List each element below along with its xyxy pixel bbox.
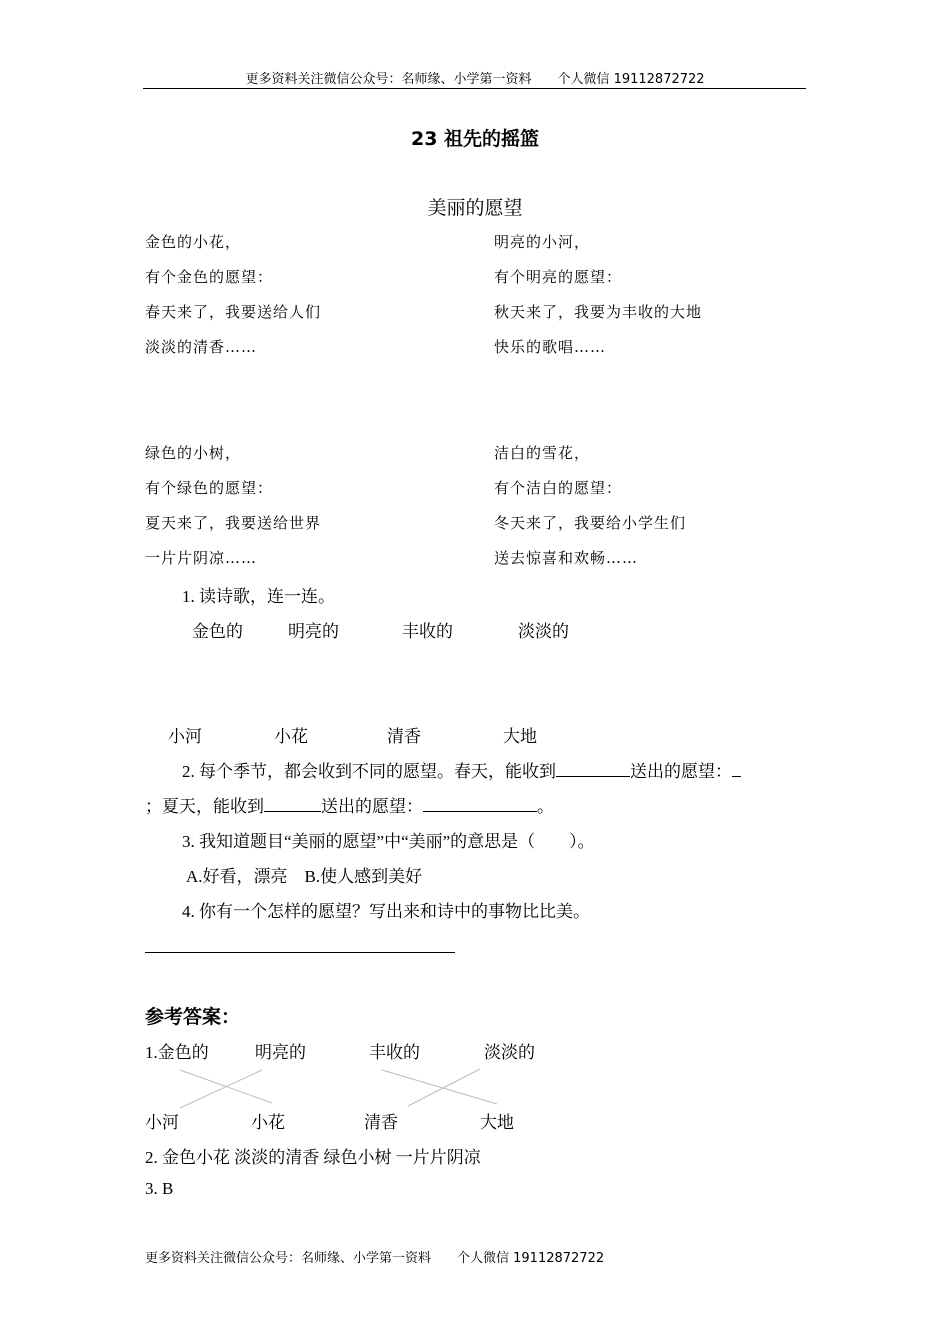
answer-top-item: 淡淡的 (484, 1043, 535, 1062)
answer-top-item: 1.金色的 (145, 1043, 209, 1062)
answer-2: 2. 金色小花 淡淡的清香 绿色小树 一片片阴凉 (145, 1148, 481, 1167)
match-bottom-item: 小河 (168, 727, 202, 746)
poem-title: 美丽的愿望 (427, 197, 523, 219)
poem-line: 有个洁白的愿望： (494, 479, 623, 497)
match-top-item: 丰收的 (402, 622, 453, 641)
answer-top-item: 丰收的 (369, 1043, 420, 1062)
poem-line: 快乐的歌唱…… (494, 338, 607, 356)
page-footer: 更多资料关注微信公众号：名师缘、小学第一资料 个人微信 19112872722 (145, 1251, 605, 1266)
match-top-item: 明亮的 (288, 622, 339, 641)
match-bottom-item: 小花 (274, 727, 308, 746)
poem-line: 有个明亮的愿望： (494, 268, 623, 286)
answer-bottom-item: 清香 (364, 1113, 398, 1132)
q2-text: ；夏天，能收到 (145, 797, 264, 816)
poem-line: 送去惊喜和欢畅…… (494, 549, 639, 567)
match-bottom-item: 大地 (503, 727, 537, 746)
page-header: 更多资料关注微信公众号：名师缘、小学第一资料 个人微信 19112872722 (245, 72, 705, 87)
answer-3: 3. B (145, 1179, 174, 1198)
poem-line: 冬天来了，我要给小学生们 (494, 514, 687, 532)
answers-title: 参考答案： (145, 1006, 241, 1028)
match-top-item: 金色的 (192, 622, 243, 641)
question-1-label: 1. 读诗歌，连一连。 (182, 587, 335, 606)
q2-text: 。 (537, 797, 554, 816)
match-line (382, 1070, 497, 1104)
q2-text: 2. 每个季节，都会收到不同的愿望。春天，能收到 (182, 762, 556, 781)
poem-line: 有个金色的愿望： (145, 268, 274, 286)
q2-text: 送出的愿望： (630, 762, 732, 781)
match-line (408, 1069, 480, 1106)
poem-line: 淡淡的清香…… (145, 338, 258, 356)
poem-line: 春天来了，我要送给人们 (145, 303, 322, 321)
poem-line: 绿色的小树， (145, 444, 242, 462)
poem-line: 秋天来了，我要为丰收的大地 (494, 303, 703, 321)
poem-line: 金色的小花， (145, 233, 242, 251)
question-4-label: 4. 你有一个怎样的愿望？写出来和诗中的事物比比美。 (182, 902, 590, 921)
answer-bottom-item: 小河 (145, 1113, 179, 1132)
poem-line: 明亮的小河， (494, 233, 591, 251)
q2-text: 送出的愿望： (321, 797, 423, 816)
answer-bottom-item: 大地 (480, 1113, 514, 1132)
match-line (180, 1070, 262, 1108)
match-bottom-item: 清香 (387, 727, 421, 746)
match-top-item: 淡淡的 (518, 622, 569, 641)
lesson-title: 23 祖先的摇篮 (410, 128, 540, 150)
poem-line: 夏天来了，我要送给世界 (145, 514, 322, 532)
question-3-label: 3. 我知道题目“美丽的愿望”中“美丽”的意思是（ ）。 (182, 832, 595, 851)
question-3-options: A.好看，漂亮 B.使人感到美好 (186, 867, 423, 886)
answer-top-item: 明亮的 (255, 1043, 306, 1062)
poem-line: 有个绿色的愿望： (145, 479, 274, 497)
poem-line: 洁白的雪花， (494, 444, 591, 462)
answer-bottom-item: 小花 (251, 1113, 285, 1132)
poem-line: 一片片阴凉…… (145, 549, 258, 567)
